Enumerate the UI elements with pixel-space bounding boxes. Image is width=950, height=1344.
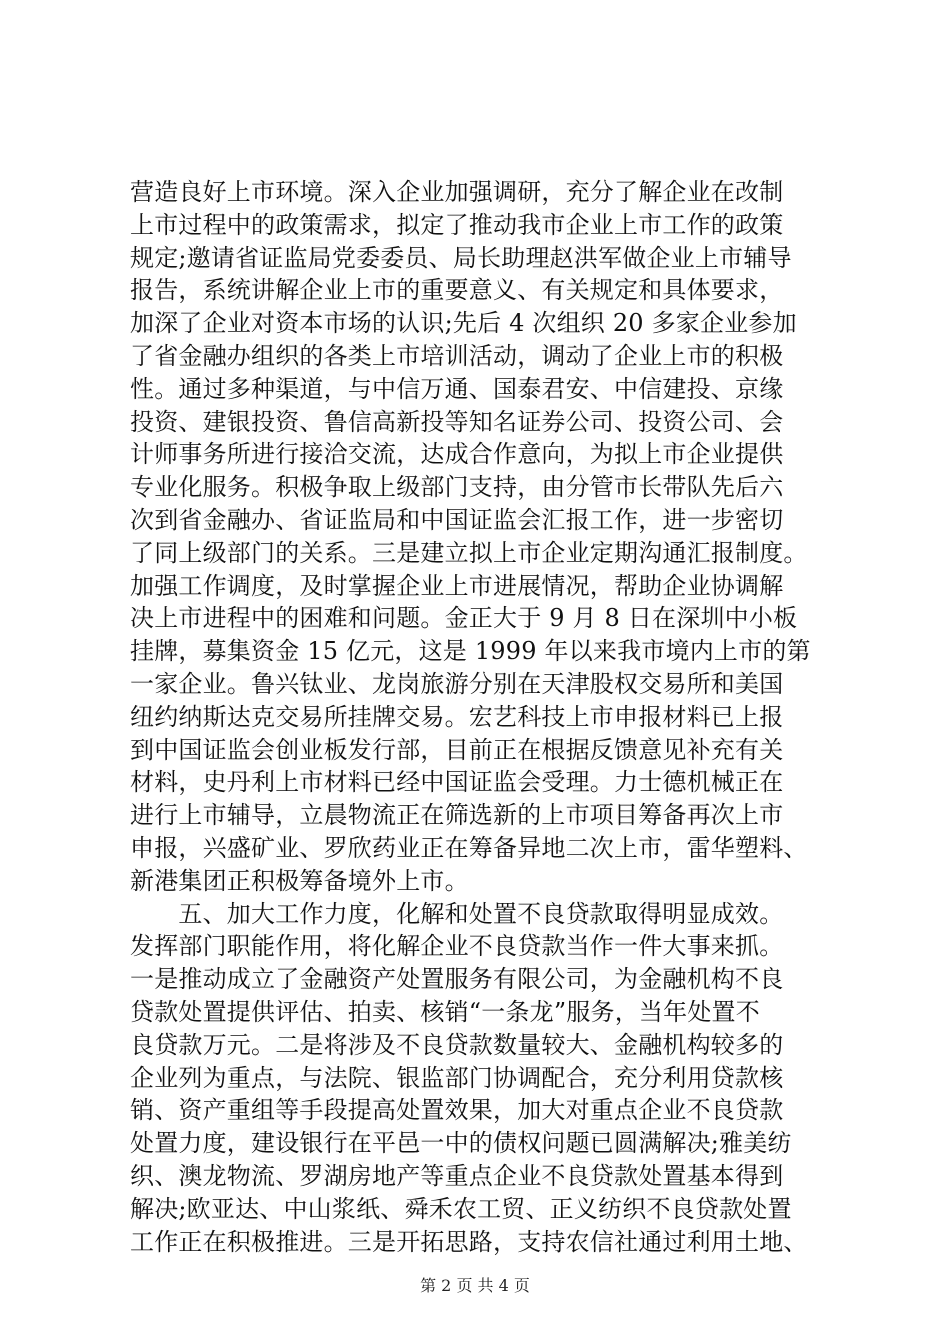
- text-line: 营造良好上市环境。深入企业加强调研，充分了解企业在改制: [130, 178, 784, 206]
- text-line: 了同上级部门的关系。三是建立拟上市企业定期沟通汇报制度。: [130, 538, 808, 567]
- text-line: 决上市进程中的困难和问题。金正大于 9 月 8 日在深圳中小板: [130, 604, 798, 633]
- text-line: 贷款处置提供评估、拍卖、核销“一条龙”服务，当年处置不: [130, 997, 760, 1026]
- text-line: 解决;欧亚达、中山浆纸、舜禾农工贸、正义纺织不良贷款处置: [130, 1194, 792, 1223]
- text-line: 到中国证监会创业板发行部，目前正在根据反馈意见补充有关: [130, 735, 784, 764]
- text-line: 加强工作调度，及时掌握企业上市进展情况，帮助企业协调解: [130, 571, 784, 600]
- text-line: 挂牌，募集资金 15 亿元，这是 1999 年以来我市境内上市的第: [130, 637, 811, 666]
- text-line: 一家企业。鲁兴钛业、龙岗旅游分别在天津股权交易所和美国: [130, 669, 784, 698]
- text-line: 处置力度，建设银行在平邑一中的债权问题已圆满解决;雅美纺: [130, 1129, 792, 1158]
- text-line: 加深了企业对资本市场的认识;先后 4 次组织 20 多家企业参加: [130, 309, 797, 338]
- text-line: 纽约纳斯达克交易所挂牌交易。宏艺科技上市申报材料已上报: [130, 702, 784, 731]
- text-line: 材料，史丹利上市材料已经中国证监会受理。力士德机械正在: [130, 768, 784, 797]
- text-line: 工作正在积极推进。三是开拓思路，支持农信社通过利用土地、: [130, 1227, 808, 1256]
- text-line: 一是推动成立了金融资产处置服务有限公司，为金融机构不良: [130, 965, 784, 994]
- text-line: 申报，兴盛矿业、罗欣药业正在筹备异地二次上市，雷华塑料、: [130, 833, 808, 862]
- text-line: 性。通过多种渠道，与中信万通、国泰君安、中信建投、京缘: [130, 374, 784, 403]
- text-line: 销、资产重组等手段提高处置效果，加大对重点企业不良贷款: [130, 1096, 784, 1125]
- text-line: 上市过程中的政策需求，拟定了推动我市企业上市工作的政策: [130, 210, 784, 239]
- text-line: 了省金融办组织的各类上市培训活动，调动了企业上市的积极: [130, 341, 784, 370]
- text-line: 规定;邀请省证监局党委委员、局长助理赵洪军做企业上市辅导: [130, 243, 792, 272]
- text-line: 良贷款万元。二是将涉及不良贷款数量较大、金融机构较多的: [130, 1030, 784, 1059]
- text-line: 进行上市辅导，立晨物流正在筛选新的上市项目筹备再次上市: [130, 801, 784, 830]
- page-footer: 第 2 页 共 4 页: [420, 1276, 530, 1295]
- text-line: 次到省金融办、省证监局和中国证监会汇报工作，进一步密切: [130, 505, 784, 534]
- text-line: 投资、建银投资、鲁信高新投等知名证券公司、投资公司、会: [130, 407, 784, 436]
- text-line: 报告，系统讲解企业上市的重要意义、有关规定和具体要求，: [130, 276, 784, 305]
- text-line: 新港集团正积极筹备境外上市。: [130, 866, 469, 895]
- body-text: [130, 176, 830, 1258]
- text-line: 织、澳龙物流、罗湖房地产等重点企业不良贷款处置基本得到: [130, 1161, 784, 1190]
- text-line: 五、加大工作力度，化解和处置不良贷款取得明显成效。: [130, 899, 784, 928]
- text-line: 专业化服务。积极争取上级部门支持，由分管市长带队先后六: [130, 473, 784, 502]
- text-line: 计师事务所进行接洽交流，达成合作意向，为拟上市企业提供: [130, 440, 784, 469]
- text-line: 企业列为重点，与法院、银监部门协调配合，充分利用贷款核: [130, 1063, 784, 1092]
- text-line: 发挥部门职能作用，将化解企业不良贷款当作一件大事来抓。: [130, 932, 784, 961]
